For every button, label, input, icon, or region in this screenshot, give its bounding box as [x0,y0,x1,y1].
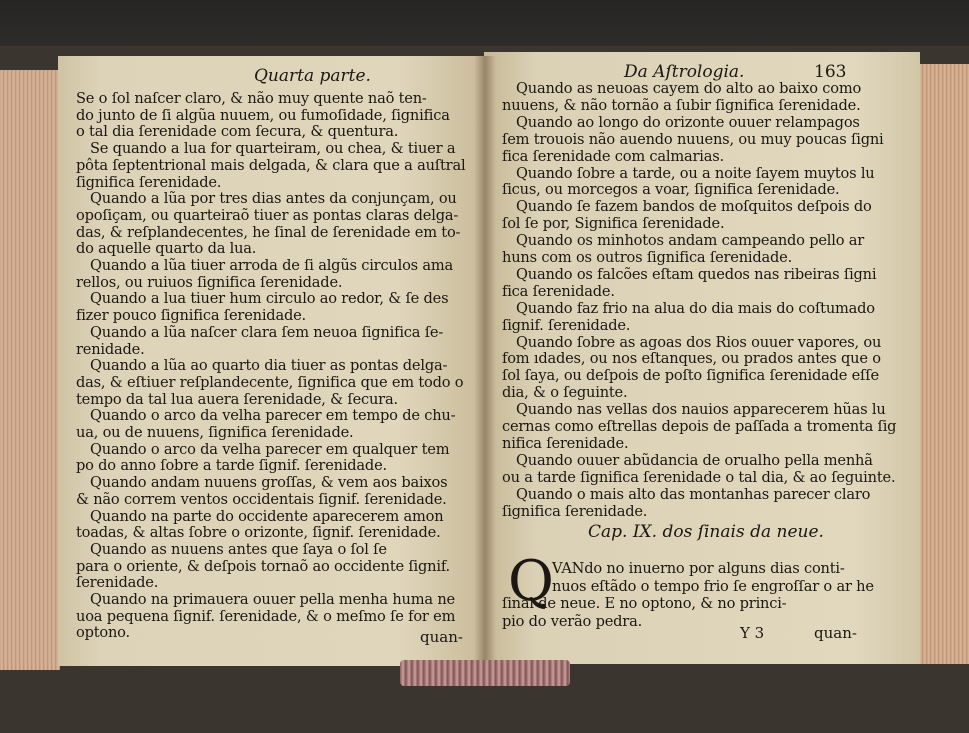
text-line: Quando as neuoas cayem do alto ao baixo como [516,80,862,97]
text-line: VANdo no inuerno por alguns dias conti- [552,560,845,577]
left-running-header: Quarta parte. [254,66,371,86]
right-running-header: Da Aſtrologia. [624,62,745,82]
text-line: nuos eſtãdo o tempo frio ſe engroſſar o ar he [552,577,874,595]
text-line: rellos, ou ruiuos ſignifica ſerenidade. [76,273,343,291]
text-line: dia, & o ſeguinte. [502,384,628,402]
text-line: Quando o mais alto das montanhas parecer claro [516,485,871,503]
text-line: & não correm ventos occidentais ſignif. ſerenidade. [76,490,447,508]
chapter-title: Cap. IX. dos ſinais da neue. [588,522,824,542]
text-line: uoa pequena ſignif. ſerenidade, & o meſmo ſe for em [76,607,456,625]
text-line: para o oriente, & deſpois tornaõ ao occidente ſignif. [76,557,450,575]
text-line: Quando ſe fazem bandos de moſquitos deſpois do [516,198,872,216]
right-page-edges [919,64,969,664]
text-line: Quando andam nuuens groſſas, & vem aos baixos [90,474,448,492]
text-line: Quando a lũa por tres dias antes da conjunçam, ou [90,190,457,208]
text-line: Quando ſobre as agoas dos Rios ouuer vapores, ou [516,333,882,351]
text-line: cernas como eſtrellas depois de paſſada a tromenta ſig [502,418,897,435]
text-line: ua, ou de nuuens, ſignifica ſerenidade. [76,424,354,441]
text-line: Quando o arco da velha parecer em tempo de chu- [90,407,456,425]
right-catchword: quan- [814,624,857,642]
text-line: das, & eſtiuer reſplandecente, ſignifica que em todo o [76,373,464,391]
text-line: Quando a lũa ao quarto dia tiuer as pontas delga- [90,357,448,375]
text-line: ſol ſaya, ou deſpois de poſto ſignifica ſerenidade eſſe [502,367,879,385]
text-line: fizer pouco ſignifica ſerenidade. [76,307,306,325]
text-line: Se o ſol naſcer claro, & não muy quente naõ ten- [76,90,427,107]
right-page [484,52,920,664]
text-line: optono. [76,624,130,642]
text-line: ſol ſe por, Significa ſerenidade. [502,215,725,233]
text-line: Quando a lũa naſcer clara ſem neuoa ſignifica ſe- [90,323,444,341]
left-page-edges [0,70,60,670]
text-line: Se quando a lua for quarteiram, ou chea, & tiuer a [90,140,456,158]
text-line: ſerenidade. [76,574,159,592]
text-line: renidade. [76,340,145,358]
text-line: po do anno ſobre a tarde ſignif. ſerenidade. [76,457,387,475]
text-line: das, & reſplandecentes, he ſinal de ſerenidade em to- [76,223,461,241]
text-line: o tal dia ſerenidade com ſecura, & quentura. [76,123,399,141]
text-line: Quando faz frio na alua do dia mais do coſtumado [516,299,875,317]
text-line: ſinal de neue. E no optono, & no princi- [502,595,787,612]
text-line: pio do verão pedra. [502,612,643,630]
text-line: pôta ſeptentrional mais delgada, & clara que a auſtral [76,156,466,174]
text-line: Quando a lũa tiuer arroda de ſi algũs circulos ama [90,257,454,274]
text-line: Quando o arco da velha parecer em qualquer tem [90,440,450,458]
text-line: Quando a lua tiuer hum circulo ao redor, & ſe des [90,290,449,308]
text-line: Quando os falcões eſtam quedos nas ribeiras ſigni [516,265,877,283]
bookmark-ribbon [400,660,570,686]
text-line: ſignifica ſerenidade. [76,173,222,191]
text-line: ſem trouois não auendo nuuens, ou muy poucas ſigni [502,130,884,148]
text-line: tempo da tal lua auera ſerenidade, & ſecura. [76,390,398,408]
text-line: Quando na primauera ouuer pella menha huma ne [90,591,455,608]
text-line: toadas, & altas ſobre o orizonte, ſignif. ſerenidade. [76,524,441,542]
text-line: huns com os outros ſignifica ſerenidade. [502,249,793,266]
text-line: ſignif. ſerenidade. [502,316,631,334]
text-line: fom ıdades, ou nos eſtanques, ou prados antes que o [502,350,881,368]
signature-mark: Y 3 [740,624,765,642]
left-catchword: quan- [420,628,463,646]
text-line: Quando ſobre a tarde, ou a noite ſayem muytos lu [516,164,875,182]
text-line: opoſiçam, ou quarteiraõ tiuer as pontas claras delga- [76,206,459,224]
text-line: do junto de ſi algũa nuuem, ou fumoſidade, ſignifica [76,106,450,124]
text-line: ſignifica ſerenidade. [502,502,648,520]
text-line: Quando as nuuens antes que ſaya o ſol ſe [90,540,387,558]
text-line: fica ſerenidade. [502,282,615,300]
page-number: 163 [814,62,847,82]
text-line: Quando na parte do occidente aparecerem amon [90,507,444,525]
text-line: ſicus, ou morcegos a voar, ſignifica ſerenidade. [502,181,840,199]
text-line: Quando os minhotos andam campeando pello ar [516,232,865,250]
text-line: nuuens, & não tornão a ſubir ſignifica ſerenidade. [502,96,861,114]
text-line: nifica ſerenidade. [502,434,629,452]
left-page [58,56,484,666]
book-gutter [474,56,496,666]
drop-cap: Q [508,549,554,614]
text-line: ou a tarde ſignifica ſerenidade o tal dia, & ao ſeguinte. [502,468,896,486]
text-line: Quando ao longo do orizonte ouuer relampagos [516,113,860,131]
text-line: fica ſerenidade com calmarias. [502,147,724,165]
text-line: do aquelle quarto da lua. [76,240,257,258]
text-line: Quando nas vellas dos nauios apparecerem hũas lu [516,401,886,419]
text-line: Quando ouuer abũdancia de orualho pella menhã [516,451,873,469]
